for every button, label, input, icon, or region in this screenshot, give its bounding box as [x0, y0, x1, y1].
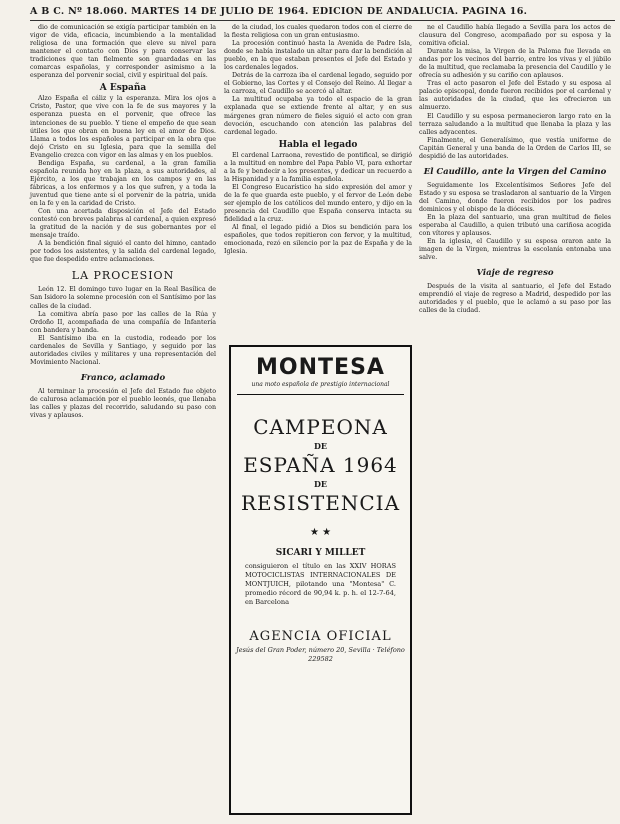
paragraph: La procesión continuó hasta la Avenida de Padre Isla, donde se había instalado un altar para dar la bendición al pueblo, en la que estaban presentes el Jefe del Estado y los cardenales legados.: [224, 40, 412, 72]
paragraph: Finalmente, el Generalísimo, que vestía uniforme de Capitán General y una banda de la Orden de Carlos III, se despidió de las autoridades.: [419, 136, 611, 160]
ad-agency: AGENCIA OFICIAL: [249, 629, 392, 644]
ad-address: Jesús del Gran Poder, número 20, Sevilla · Teléfono 229582: [236, 646, 405, 663]
ad-headline-resistencia: RESISTENCIA: [240, 491, 401, 515]
paragraph: de la ciudad, los cuales quedaron todos con el cierre de la fiesta religiosa con un gran entusiasmo.: [224, 24, 412, 40]
ad-brand: MONTESA: [256, 355, 385, 380]
paragraph: Al terminar la procesión el Jefe del Estado fue objeto de calurosa aclamación por el pueblo leonés, que llenaba las calles y plazas del recorrido, saludando su paso con vivas y aplausos.: [30, 387, 216, 420]
paragraph: En la plaza del santuario, una gran multitud de fieles esperaba al Caudillo, a quien tributó una cariñosa acogida con vítores y aplausos.: [419, 213, 611, 238]
paragraph: León 12. El domingo tuvo lugar en la Real Basílica de San Isidoro la solemne procesión con el Santísimo por las calles de la ciudad.: [30, 286, 216, 310]
ad-headline-campeona: CAMPEONA: [253, 415, 388, 439]
paragraph: El cardenal Larraona, revestido de pontifical, se dirigió a la multitud en nombre del Papa Pablo VI, para exhortar a la fe y bendecir a los presentes, y dedicar un recuerdo a la Hispanidad y a la familia española.: [224, 151, 412, 183]
heading-a-espana: A España: [99, 83, 147, 94]
paragraph: Después de la visita al santuario, el Jefe del Estado emprendió el viaje de regreso a Madrid, despedido por las autoridades y el pueblo, que le aclamó a su paso por las calles de la ciudad.: [419, 283, 611, 315]
heading-la-procesion: LA PROCESION: [71, 269, 175, 283]
column-1: [30, 24, 216, 420]
montesa-advertisement: [229, 345, 412, 815]
ad-de: DE: [313, 441, 328, 451]
paragraph: Con una acertada disposición el Jefe del Estado contestó con breves palabras al cardenal, a quien expresó la gratitud de la nación y de sus gobernantes por el mensaje traído.: [30, 208, 216, 240]
paragraph: Durante la misa, la Virgen de la Paloma fue llevada en andas por los vecinos del barrio, entre los vivas y el júbilo de la multitud, que reclamaba la presencia del Caudillo y le ofrecía su adhesión y su cariño con aplausos.: [419, 48, 611, 80]
heading-habla-el-legado: Habla el legado: [278, 139, 358, 150]
heading-caudillo-virgen: El Caudillo, ante la Virgen del Camino: [423, 166, 607, 177]
paragraph: dio de comunicación se exigía participar también en la vigor de vida, eficacia, incumbiendo a la mentalidad religiosa de una formación que eleve su nivel para mantener el contacto con Dios y para conservar las tradiciones que tan fielmente son guardadas en las comarcas españolas, y corresponder asimismo a la esperanza del porvenir social, civil y espiritual del país.: [30, 24, 216, 80]
paragraph: La comitiva abría paso por las calles de la Rúa y Ordoño II, acompañada de una compañía de Infantería con bandera y banda.: [30, 310, 216, 334]
column-2: [224, 24, 412, 256]
paragraph: El Santísimo iba en la custodia, rodeado por los cardenales de Sevilla y Santiago, y seguido por las autoridades civiles y militares y una representación del Movimiento Nacional.: [30, 334, 216, 366]
heading-viaje-de-regreso: Viaje de regreso: [476, 268, 554, 279]
ad-body: consiguieron el título en las XXIV HORAS MOTOCICLISTAS INTERNACIONALES DE MONTJUICH, pilotando una "Montesa" C. promedio récord de 90,94 k. p. h. el 12-7-64, en Barcelona: [245, 562, 396, 606]
ad-de: DE: [313, 479, 328, 489]
paragraph: El Caudillo y su esposa permanecieron largo rato en la terraza saludando a la multitud que llenaba la plaza y las calles adyacentes.: [419, 112, 611, 136]
paragraph: A la bendición final siguió el canto del himno, cantado por todos los asistentes, y la salida del cardenal legado, que fue despedido entre aclamaciones.: [30, 240, 216, 264]
paragraph: Seguidamente los Excelentísimos Señores Jefe del Estado y su esposa se trasladaron al santuario de la Virgen del Camino, donde fueron recibidos por los padres dominicos y el obispo de la diócesis.: [419, 181, 611, 213]
paragraph: La multitud ocupaba ya todo el espacio de la gran explanada que se extiende frente al altar, y en sus márgenes gran número de fieles siguió el acto con gran devoción, escuchando con atención las palabras del cardenal legado.: [224, 96, 412, 136]
ad-headline-year: ESPAÑA 1964: [243, 453, 398, 477]
paragraph: El Congreso Eucarístico ha sido expresión del amor y de la fe que guarda este pueblo, y el fervor de León debe ser ejemplo de los católicos del mundo entero, y dijo en la presencia del Caudillo que España conserva intacta su fidelidad a la cruz.: [224, 183, 412, 224]
paragraph: Alzo España el cáliz y la esperanza. Mira los ojos a Cristo, Pastor, que vive con la fe de sus mayores y la esperanza puesta en el porvenir, que ofrece las intenciones de su pueblo. Y tiene el empeño de que sean útiles los que obran en buena ley en el amor de Dios. Llama a todos los españoles a participar en la obra que dejó Cristo en su Iglesia, para que la semilla del Evangelio crezca con vigor en las almas y en los pueblos.: [30, 95, 216, 159]
star-icon: ★ ★: [309, 527, 332, 538]
column-3: [419, 24, 611, 315]
paragraph: Bendiga España, su cardenal, a la gran familia española reunida hoy en la plaza, a sus autoridades, al Ejército, a los que trabajan en los campos y en las fábricas, a los enfermos y a los que sufren, y a toda la juventud que tiene ante sí el porvenir de la patria, unida en la fe y en la caridad de Cristo.: [30, 159, 216, 207]
ad-riders: SICARI Y MILLET: [275, 548, 366, 558]
paragraph: En la iglesia, el Caudillo y su esposa oraron ante la imagen de la Virgen, mientras la escolanía entonaba una salve.: [419, 238, 611, 262]
heading-franco-aclamado: Franco, aclamado: [80, 372, 166, 383]
paragraph: ne el Caudillo había llegado a Sevilla para los actos de clausura del Congreso, acompañado por su esposa y la comitiva oficial.: [419, 24, 611, 48]
page-header: A B C. Nº 18.060. MARTES 14 DE JULIO DE 1964. EDICION DE ANDALUCIA. PAGINA 16.: [30, 6, 615, 21]
paragraph: Tras el acto pasaron el Jefe del Estado y su esposa al palacio episcopal, donde fueron recibidos por el cardenal y las autoridades de la ciudad, que les ofrecieron un almuerzo.: [419, 80, 611, 112]
ad-slogan: una moto española de prestigio internacional: [237, 381, 404, 395]
paragraph: Detrás de la carroza iba el cardenal legado, seguido por el Gobierno, las Cortes y el Consejo del Reino. Al llegar a la carroza, el Caudillo se acercó al altar.: [224, 72, 412, 96]
paragraph: Al final, el legado pidió a Dios su bendición para los españoles, que todos repitieron con fervor, y la multitud, emocionada, rezó en silencio por la paz de España y de la Iglesia.: [224, 224, 412, 256]
